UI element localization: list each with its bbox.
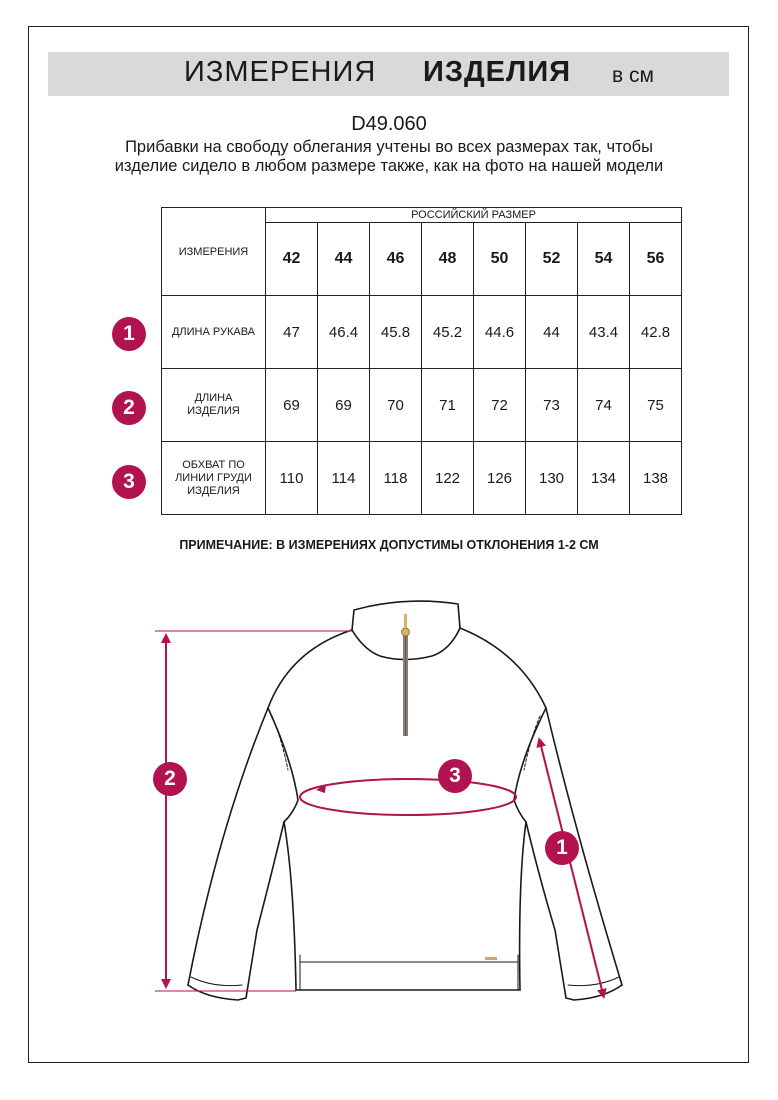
row-label-text: ДЛИНА ИЗДЕЛИЯ — [187, 392, 240, 417]
right-cuff-stitch — [568, 977, 619, 986]
table-cell: 130 — [526, 442, 578, 515]
right-body-side — [520, 822, 526, 990]
size-header: 46 — [370, 223, 422, 296]
size-header: 56 — [630, 223, 682, 296]
table-label-header: ИЗМЕРЕНИЯ — [162, 208, 266, 296]
table-cell: 45.8 — [370, 296, 422, 369]
right-shoulder — [460, 628, 622, 985]
table-cell: 134 — [578, 442, 630, 515]
diagram-badge-length: 2 — [153, 762, 187, 796]
table-cell: 126 — [474, 442, 526, 515]
table-group-header: РОССИЙСКИЙ РАЗМЕР — [266, 208, 682, 223]
zipper — [402, 614, 410, 736]
row-badge-2: 2 — [112, 391, 146, 425]
logo-tag — [485, 957, 497, 960]
sleeve-measure — [540, 742, 603, 994]
table-cell: 138 — [630, 442, 682, 515]
article-number: D49.060 — [351, 113, 427, 135]
table-cell: 114 — [318, 442, 370, 515]
size-header: 42 — [266, 223, 318, 296]
table-cell: 74 — [578, 369, 630, 442]
size-header: 48 — [422, 223, 474, 296]
left-cuff-stitch — [191, 977, 242, 986]
table-cell: 69 — [266, 369, 318, 442]
table-cell: 43.4 — [578, 296, 630, 369]
header-title-product: ИЗДЕЛИЯ — [423, 56, 572, 88]
left-shoulder — [188, 630, 352, 985]
left-body-side — [284, 822, 296, 990]
zipper-puller — [402, 628, 410, 636]
table-cell: 46.4 — [318, 296, 370, 369]
table-cell: 73 — [526, 369, 578, 442]
header-unit: в см — [612, 64, 654, 87]
size-header: 50 — [474, 223, 526, 296]
table-cell: 69 — [318, 369, 370, 442]
left-cuff — [188, 822, 284, 1000]
right-armhole — [514, 708, 546, 822]
table-cell: 122 — [422, 442, 474, 515]
length-measure — [155, 631, 352, 991]
table-cell: 45.2 — [422, 296, 474, 369]
table-cell: 44 — [526, 296, 578, 369]
hem-band — [300, 955, 518, 990]
table-cell: 110 — [266, 442, 318, 515]
diagram-badge-sleeve: 1 — [545, 831, 579, 865]
table-cell: 71 — [422, 369, 474, 442]
table-cell: 70 — [370, 369, 422, 442]
left-armhole — [268, 708, 298, 822]
table-cell: 72 — [474, 369, 526, 442]
chest-measure — [300, 779, 516, 815]
row-badge-3: 3 — [112, 465, 146, 499]
diagram-badge-chest: 3 — [438, 759, 472, 793]
table-cell: 44.6 — [474, 296, 526, 369]
table-cell: 118 — [370, 442, 422, 515]
size-header: 52 — [526, 223, 578, 296]
size-header: 44 — [318, 223, 370, 296]
table-cell: 75 — [630, 369, 682, 442]
fit-description: Прибавки на свободу облегания учтены во всех размерах так, чтобы изделие сидело в любом размере также, как на фото на нашей модели — [114, 138, 664, 175]
row-badge-1: 1 — [112, 317, 146, 351]
row-label: ДЛИНА РУКАВА — [162, 296, 266, 369]
table-cell: 47 — [266, 296, 318, 369]
header-title-measurements: ИЗМЕРЕНИЯ — [184, 56, 377, 88]
tolerance-note: ПРИМЕЧАНИЕ: В ИЗМЕРЕНИЯХ ДОПУСТИМЫ ОТКЛОНЕНИЯ 1-2 СМ — [179, 538, 599, 552]
table-cell: 42.8 — [630, 296, 682, 369]
row-label-text: ОБХВАТ ПО ЛИНИИ ГРУДИ ИЗДЕЛИЯ — [175, 458, 252, 497]
size-header: 54 — [578, 223, 630, 296]
